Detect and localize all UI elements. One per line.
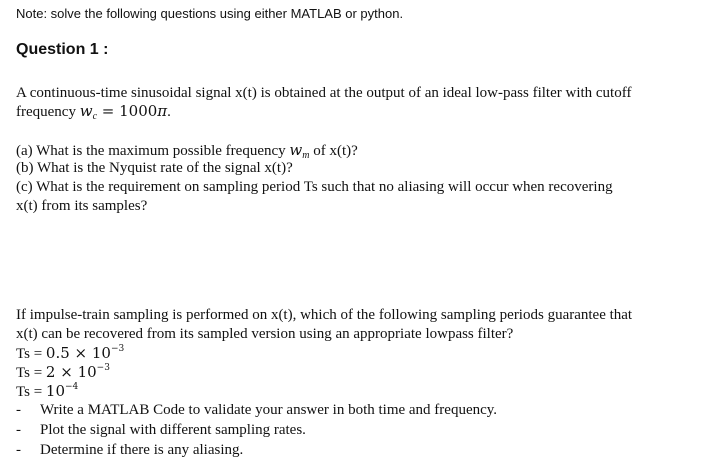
question-c-line-2: x(t) from its samples? bbox=[16, 198, 148, 214]
option-label: Ts = bbox=[16, 365, 46, 381]
sampling-line-2: x(t) can be recovered from its sampled version using an appropriate lowpass filter? bbox=[16, 326, 514, 342]
option-label: Ts = bbox=[16, 346, 46, 362]
sampling-option-3 bbox=[16, 384, 78, 400]
question-a-text: (a) What is the maximum possible frequency bbox=[16, 143, 290, 159]
option-exponent: −4 bbox=[65, 382, 79, 392]
intro-text: frequency bbox=[16, 104, 80, 120]
task-text: Plot the signal with different sampling rates. bbox=[40, 422, 306, 438]
dash-bullet: - bbox=[16, 422, 21, 438]
intro-line-2 bbox=[16, 104, 171, 122]
question-a-suffix: of x(t)? bbox=[309, 143, 358, 159]
question-title: Question 1 : bbox=[16, 41, 109, 58]
intro-period: . bbox=[167, 104, 171, 120]
intro-line-1: A continuous-time sinusoidal signal x(t) is obtained at the output of an ideal low-pass filter with cutoff bbox=[16, 85, 632, 101]
question-c-line-1: (c) What is the requirement on sampling period Ts such that no aliasing will occur when recovering bbox=[16, 179, 613, 195]
cutoff-value: = 1000 bbox=[97, 102, 158, 120]
max-freq-symbol: w bbox=[289, 141, 303, 159]
option-value: 0.5 × 10 bbox=[45, 344, 111, 362]
option-value: 10 bbox=[45, 382, 66, 400]
option-exponent: −3 bbox=[96, 363, 110, 373]
option-value: 2 × 10 bbox=[45, 363, 97, 381]
cutoff-symbol: w bbox=[79, 102, 93, 120]
cutoff-subscript: c bbox=[92, 111, 98, 122]
pi-symbol: π bbox=[157, 102, 168, 120]
task-item bbox=[16, 403, 497, 418]
sampling-line-1: If impulse-train sampling is performed on x(t), which of the following sampling periods guarantee that bbox=[16, 307, 633, 323]
question-a bbox=[16, 143, 358, 161]
dash-bullet: - bbox=[16, 402, 21, 418]
option-exponent: −3 bbox=[110, 344, 125, 354]
sampling-option-2 bbox=[16, 365, 110, 381]
question-b: (b) What is the Nyquist rate of the signal x(t)? bbox=[16, 160, 293, 176]
dash-bullet: - bbox=[16, 442, 21, 458]
task-text: Write a MATLAB Code to validate your answer in both time and frequency. bbox=[40, 402, 498, 418]
task-text: Determine if there is any aliasing. bbox=[40, 442, 244, 458]
task-item bbox=[16, 443, 243, 458]
max-freq-subscript: m bbox=[302, 150, 310, 161]
task-item bbox=[16, 423, 306, 438]
note-text: Note: solve the following questions using either MATLAB or python. bbox=[16, 6, 404, 21]
option-label: Ts = bbox=[16, 384, 46, 400]
sampling-option-1 bbox=[16, 346, 124, 362]
